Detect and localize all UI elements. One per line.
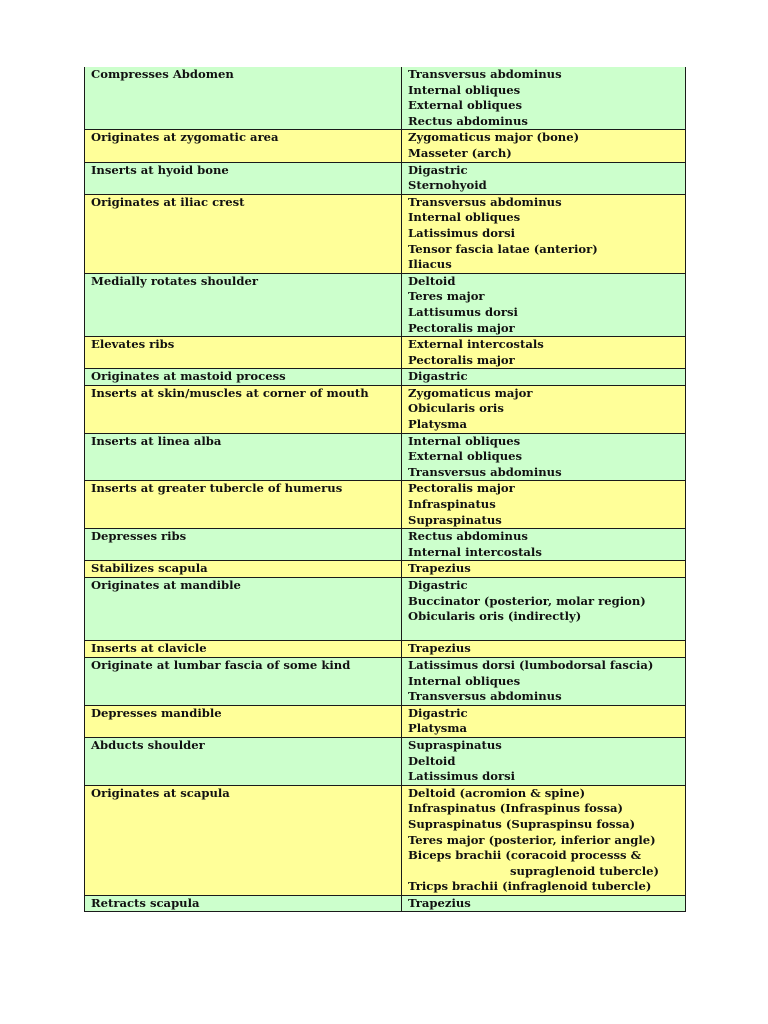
muscle-name: Platysma — [408, 417, 468, 432]
muscles-cell — [402, 481, 686, 529]
action-cell — [85, 657, 402, 705]
table-row — [85, 737, 686, 785]
muscle-name: Iliacus — [408, 257, 452, 272]
muscles-cell — [402, 657, 686, 705]
muscle-name: Pectoralis major — [408, 320, 515, 335]
action-text: Retracts scapula — [91, 895, 200, 910]
table-row — [85, 641, 686, 658]
muscle-name: Rectus abdominus — [408, 529, 528, 544]
action-text: Compresses Abdomen — [91, 67, 234, 81]
muscle-name: Internal intercostals — [408, 544, 542, 559]
muscle-name: External obliques — [408, 449, 523, 464]
muscle-name: Internal obliques — [408, 82, 521, 97]
muscle-name: Obicularis oris — [408, 401, 504, 416]
muscles-cell — [402, 369, 686, 386]
muscle-name: Transversus abdominus — [408, 194, 562, 209]
muscle-name: Pectoralis major — [408, 352, 515, 367]
muscle-name: Tensor fascia latae (anterior) — [408, 241, 598, 256]
action-text: Inserts at clavicle — [91, 641, 207, 656]
action-cell — [85, 194, 402, 273]
table-row — [85, 561, 686, 578]
table-row — [85, 162, 686, 194]
action-text: Originates at mandible — [91, 578, 241, 592]
muscles-cell — [402, 737, 686, 785]
muscle-action-table — [84, 67, 686, 912]
action-cell — [85, 273, 402, 336]
action-text: Medially rotates shoulder — [91, 273, 258, 288]
muscles-cell — [402, 705, 686, 737]
table-row — [85, 194, 686, 273]
muscle-name: Obicularis oris (indirectly) — [408, 609, 582, 624]
muscle-name: supraglenoid tubercle) — [510, 863, 659, 878]
table-row — [85, 895, 686, 912]
muscles-cell — [402, 273, 686, 336]
action-text: Inserts at linea alba — [91, 433, 222, 448]
action-text: Originates at iliac crest — [91, 194, 245, 209]
muscle-name: Tricps brachii (infraglenoid tubercle) — [408, 879, 652, 894]
muscle-name: Zygomaticus major (bone) — [408, 130, 580, 145]
action-cell — [85, 67, 402, 130]
action-cell — [85, 737, 402, 785]
muscle-name: Teres major — [408, 289, 485, 304]
action-cell — [85, 785, 402, 895]
muscles-cell — [402, 641, 686, 658]
muscle-name: Trapezius — [408, 641, 471, 656]
muscle-name: Pectoralis major — [408, 481, 515, 496]
table-row — [85, 433, 686, 481]
muscle-name: Internal obliques — [408, 210, 521, 225]
muscles-cell — [402, 785, 686, 895]
action-text: Depresses mandible — [91, 705, 222, 720]
muscle-name: Trapezius — [408, 895, 471, 910]
action-cell — [85, 337, 402, 369]
table-row — [85, 481, 686, 529]
muscle-name: Biceps brachii (coracoid processs & — [408, 848, 642, 863]
muscles-cell — [402, 895, 686, 912]
muscle-name: Supraspinatus (Supraspinsu fossa) — [408, 816, 636, 831]
action-text: Originates at scapula — [91, 785, 230, 800]
table-row — [85, 785, 686, 895]
table-row — [85, 705, 686, 737]
muscle-name: Zygomaticus major — [408, 385, 533, 400]
action-cell — [85, 641, 402, 658]
table-row — [85, 337, 686, 369]
action-cell — [85, 561, 402, 578]
muscle-name: Latissimus dorsi — [408, 769, 516, 784]
muscles-cell — [402, 67, 686, 130]
muscle-name: External obliques — [408, 98, 523, 113]
table-row — [85, 529, 686, 561]
table-row — [85, 369, 686, 386]
table-body — [85, 67, 686, 912]
action-text: Elevates ribs — [91, 337, 175, 352]
muscle-name: Infraspinatus (Infraspinus fossa) — [408, 801, 623, 816]
action-cell — [85, 162, 402, 194]
table-row — [85, 657, 686, 705]
action-cell — [85, 433, 402, 481]
muscle-name: Rectus abdominus — [408, 113, 528, 128]
muscle-name: Transversus abdominus — [408, 464, 562, 479]
muscle-name: Trapezius — [408, 561, 471, 576]
action-cell — [85, 369, 402, 386]
muscle-name — [408, 625, 685, 641]
table-row — [85, 578, 686, 641]
muscle-name: Supraspinatus — [408, 737, 502, 752]
action-cell — [85, 705, 402, 737]
table-row — [85, 273, 686, 336]
muscles-cell — [402, 561, 686, 578]
action-text: Abducts shoulder — [91, 737, 205, 752]
table-row — [85, 67, 686, 130]
muscle-name: Latissimus dorsi — [408, 225, 516, 240]
action-text: Inserts at hyoid bone — [91, 162, 229, 177]
muscle-name: Platysma — [408, 721, 468, 736]
muscle-name: Supraspinatus — [408, 512, 502, 527]
muscles-cell — [402, 194, 686, 273]
muscles-cell — [402, 578, 686, 641]
muscle-name: Transversus abdominus — [408, 689, 562, 704]
muscles-cell — [402, 337, 686, 369]
muscles-cell — [402, 433, 686, 481]
action-cell — [85, 481, 402, 529]
action-text: Inserts at greater tubercle of humerus — [91, 481, 343, 496]
action-cell — [85, 578, 402, 641]
muscle-name: Lattisumus dorsi — [408, 304, 518, 319]
action-text: Stabilizes scapula — [91, 561, 208, 576]
muscle-name: Deltoid (acromion & spine) — [408, 785, 586, 800]
muscles-cell — [402, 130, 686, 162]
muscle-name: Digastric — [408, 705, 468, 720]
action-cell — [85, 130, 402, 162]
muscle-name: Teres major (posterior, inferior angle) — [408, 832, 656, 847]
muscle-name: Infraspinatus — [408, 497, 496, 512]
action-cell — [85, 895, 402, 912]
action-cell — [85, 529, 402, 561]
table-row — [85, 130, 686, 162]
muscles-cell — [402, 162, 686, 194]
muscle-name: External intercostals — [408, 337, 544, 352]
muscle-name: Latissimus dorsi (lumbodorsal fascia) — [408, 657, 654, 672]
muscle-name: Sternohyoid — [408, 178, 487, 193]
action-text: Originates at zygomatic area — [91, 130, 279, 145]
muscles-cell — [402, 385, 686, 433]
muscle-name: Deltoid — [408, 273, 456, 288]
muscle-name: Internal obliques — [408, 673, 521, 688]
action-text: Depresses ribs — [91, 529, 187, 544]
muscle-name: Digastric — [408, 369, 468, 384]
action-text: Originates at mastoid process — [91, 369, 286, 384]
muscles-cell — [402, 529, 686, 561]
muscle-name: Digastric — [408, 578, 468, 592]
action-text: Originate at lumbar fascia of some kind — [91, 657, 351, 672]
muscle-name: Transversus abdominus — [408, 67, 562, 81]
muscle-name: Digastric — [408, 162, 468, 177]
action-cell — [85, 385, 402, 433]
muscle-name: Buccinator (posterior, molar region) — [408, 593, 646, 608]
muscle-name: Internal obliques — [408, 433, 521, 448]
table-row — [85, 385, 686, 433]
muscle-name: Masseter (arch) — [408, 145, 512, 160]
muscle-name: Deltoid — [408, 753, 456, 768]
action-text: Inserts at skin/muscles at corner of mouth — [91, 385, 369, 400]
